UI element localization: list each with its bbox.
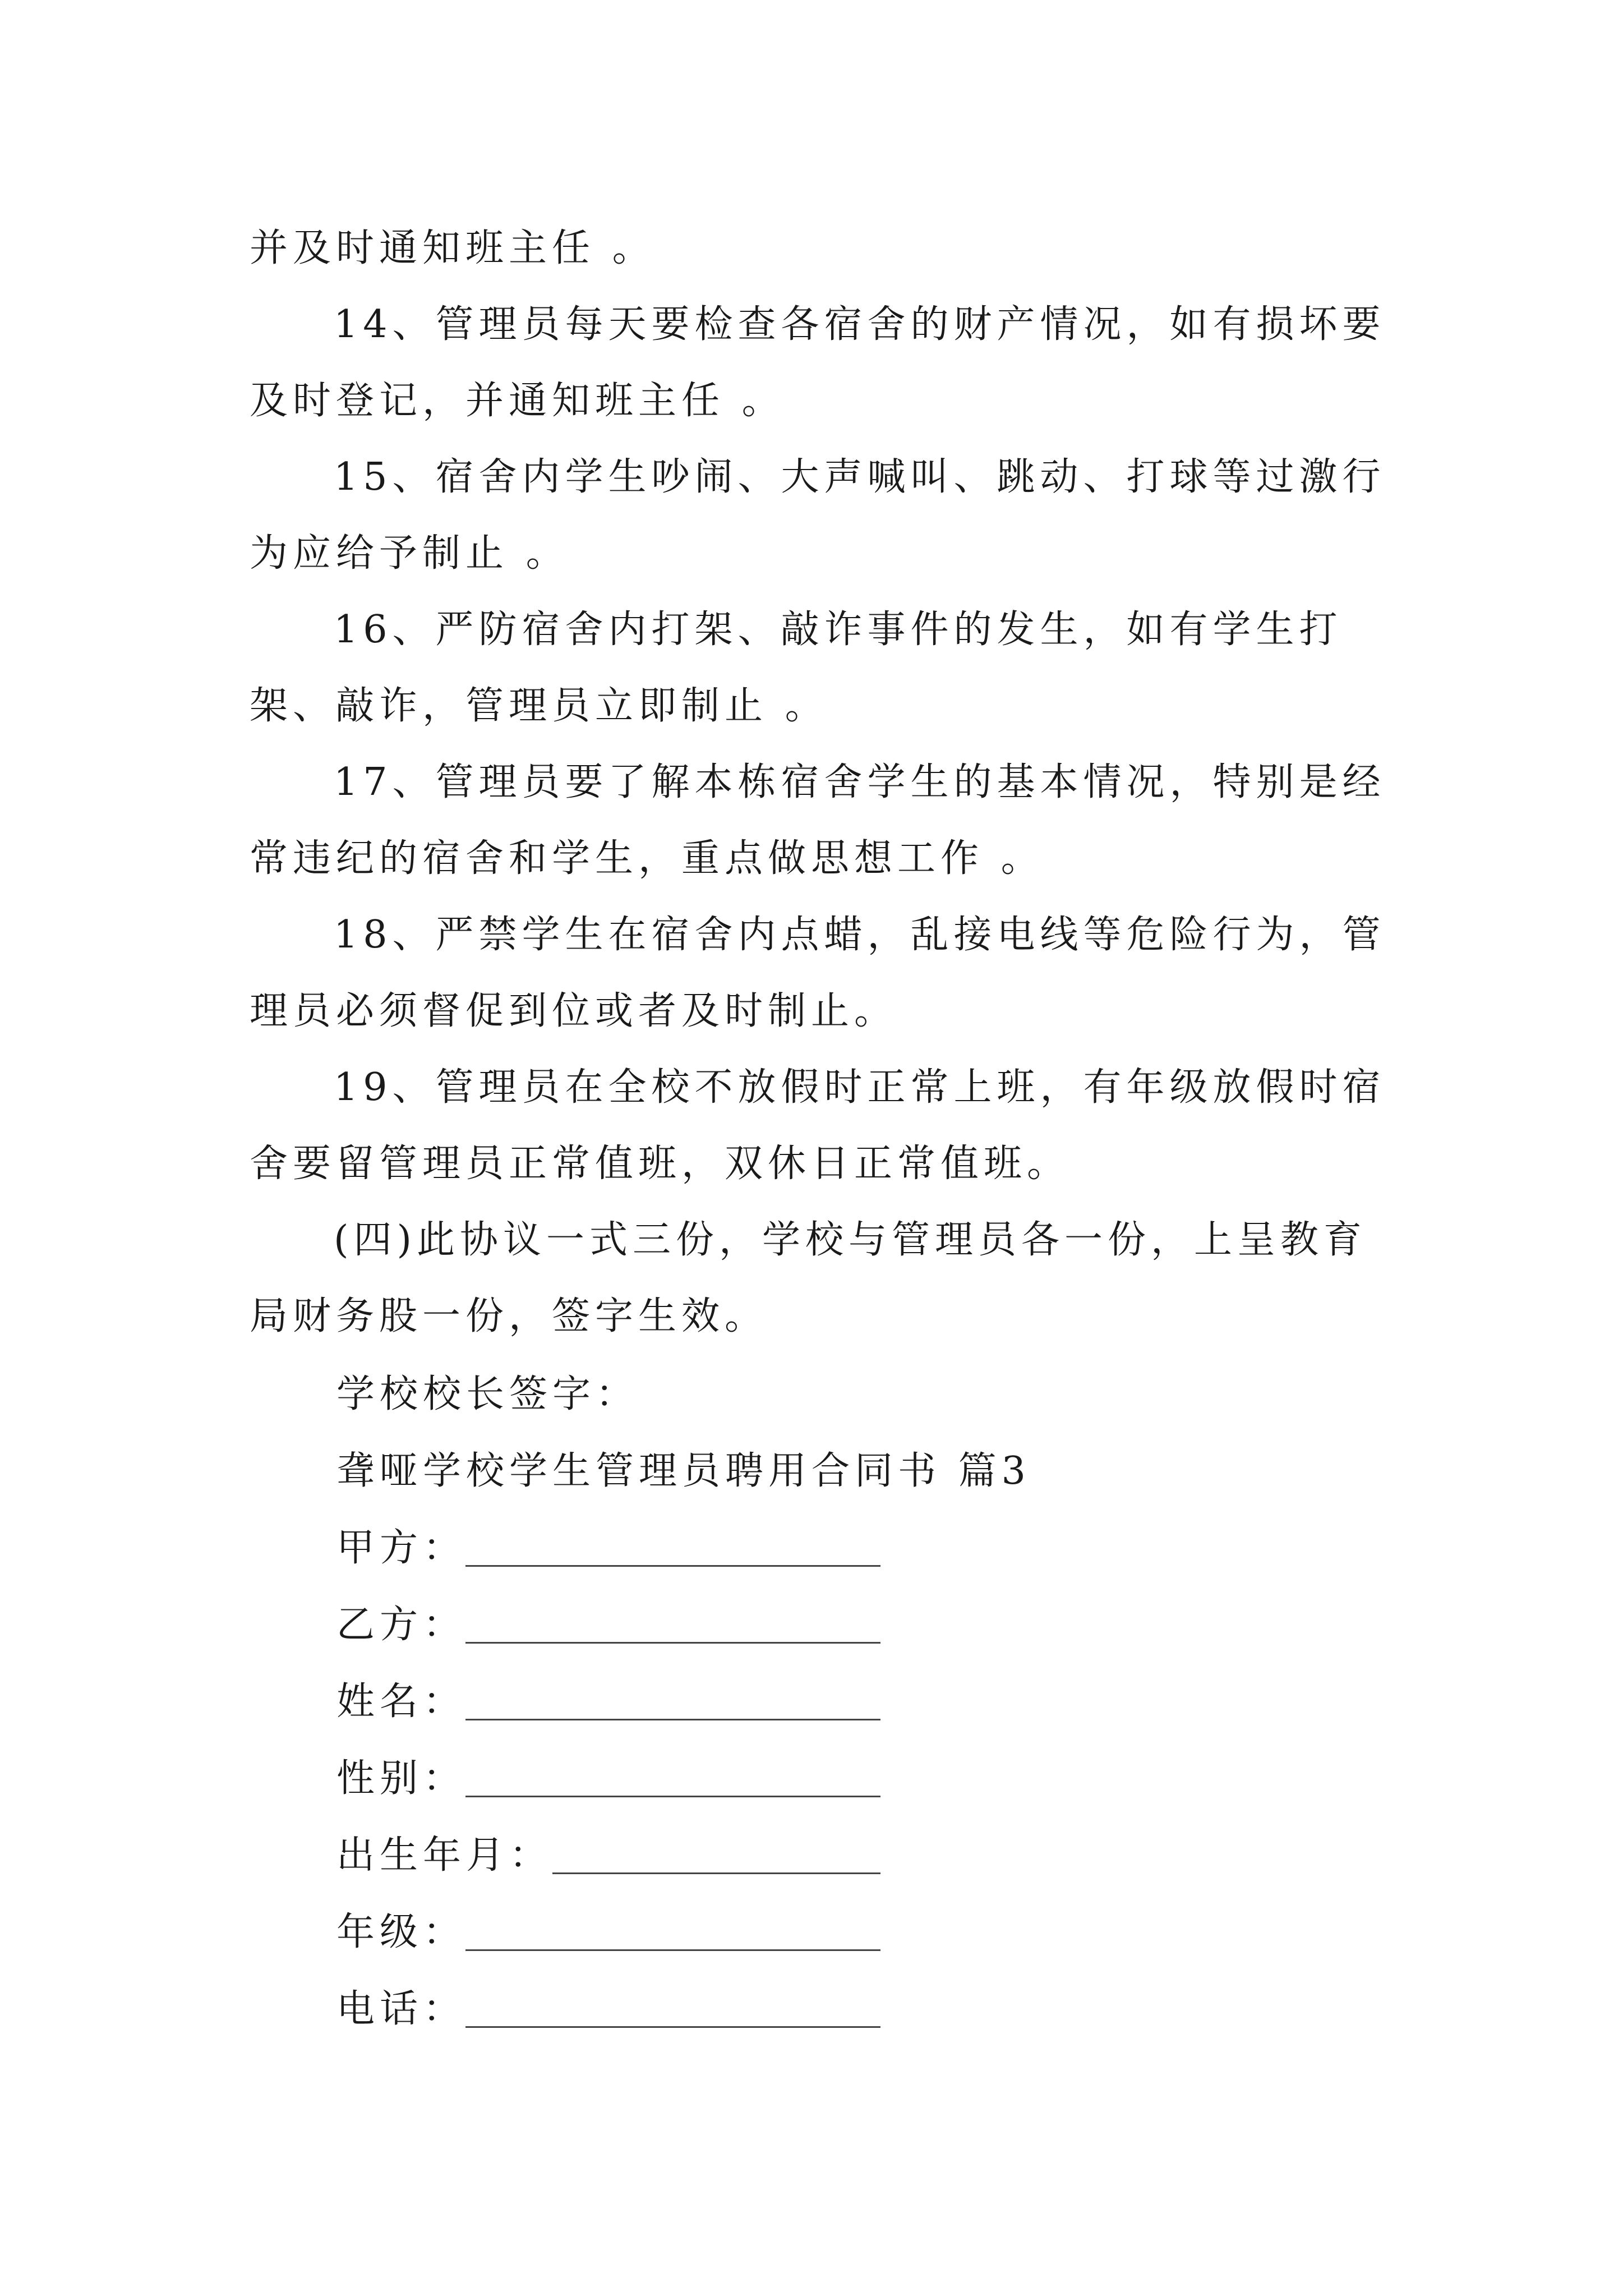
field-gender — [336, 1741, 466, 1817]
field-birth — [336, 1818, 552, 1894]
field-label: 性别： — [336, 1756, 467, 1801]
paragraph-13-continuation: 并及时通知班主任 。 — [250, 226, 656, 270]
fill-in-blank[interactable] — [465, 1565, 880, 1567]
field-phone — [336, 1971, 466, 2047]
field-grade — [336, 1894, 466, 1971]
field-label: 甲方： — [336, 1526, 467, 1570]
section-title: 聋哑学校学生管理员聘用合同书 篇3 — [336, 1449, 1031, 1493]
fill-in-blank[interactable] — [465, 1642, 880, 1644]
fill-in-blank[interactable] — [465, 2026, 880, 2028]
fill-in-blank[interactable] — [465, 1719, 880, 1720]
field-party-a — [336, 1510, 466, 1586]
paragraph-item-19: 19、管理员在全校不放假时正常上班，有年级放假时宿舍要留管理员正常值班，双休日正常值班。 — [250, 1065, 1386, 1186]
fill-in-blank[interactable] — [465, 1949, 880, 1951]
paragraph-item-15: 15、宿舍内学生吵闹、大声喊叫、跳动、打球等过激行为应给予制止 。 — [250, 455, 1386, 576]
field-label: 乙方： — [336, 1603, 467, 1647]
field-label: 年级： — [336, 1910, 467, 1954]
field-name — [336, 1664, 466, 1740]
field-label: 出生年月： — [336, 1833, 553, 1878]
principal-signature-line: 学校校长签字： — [336, 1372, 639, 1416]
field-label: 姓名： — [336, 1680, 467, 1724]
field-party-b — [336, 1587, 466, 1663]
fill-in-blank[interactable] — [465, 1796, 880, 1797]
field-label: 电话： — [336, 1987, 467, 2031]
paragraph-item-16: 16、严防宿舍内打架、敲诈事件的发生，如有学生打架、敲诈，管理员立即制止 。 — [250, 608, 1343, 728]
paragraph-four-copies: (四)此协议一式三份，学校与管理员各一份，上呈教育局财务股一份，签字生效。 — [250, 1218, 1367, 1338]
fill-in-blank[interactable] — [552, 1872, 880, 1874]
paragraph-item-14: 14、管理员每天要检查各宿舍的财产情况，如有损坏要及时登记，并通知班主任 。 — [250, 302, 1386, 423]
paragraph-item-18: 18、严禁学生在宿舍内点蜡，乱接电线等危险行为，管理员必须督促到位或者及时制止。 — [250, 913, 1386, 1033]
paragraph-item-17: 17、管理员要了解本栋宿舍学生的基本情况，特别是经常违纪的宿舍和学生，重点做思想工作 。 — [250, 760, 1386, 881]
